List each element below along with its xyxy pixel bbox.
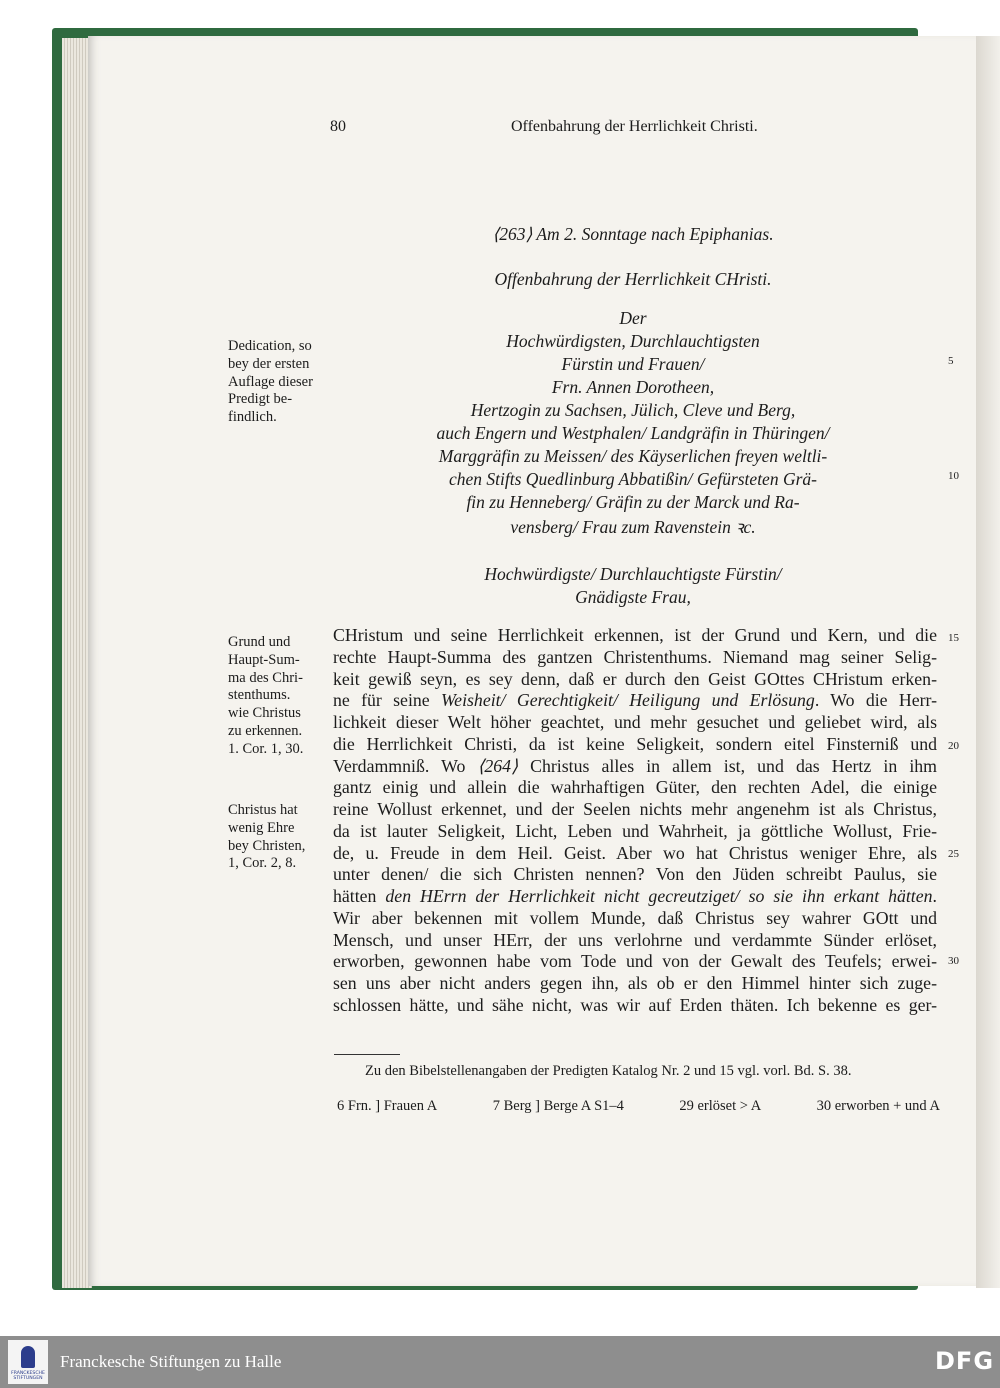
margin-note-line: 1, Cor. 2, 8. — [228, 855, 297, 872]
margin-note-line: 1. Cor. 1, 30. — [228, 740, 304, 757]
body-line — [333, 821, 937, 842]
margin-note-line: wie Christus — [228, 705, 301, 722]
emblem-icon — [21, 1346, 35, 1368]
italic-run: den HErrn der Herrlichkeit nicht gecreutziget/ so sie ihn erkant hätten — [385, 886, 933, 906]
dfg-logo[interactable]: DFG — [935, 1347, 995, 1375]
body-line — [333, 973, 937, 994]
text-run: . — [932, 886, 937, 906]
dedication-line: fin zu Henneberg/ Gräfin zu der Marck und Ra- — [466, 492, 800, 512]
body-line — [333, 843, 937, 864]
body-line — [333, 777, 937, 798]
institution-logo[interactable] — [8, 1340, 48, 1384]
text-run: ne für seine — [333, 690, 441, 711]
text-run: . Wo die Herr- — [814, 690, 938, 711]
text-run: de, u. Freude in dem Heil. Geist. Aber wo hat Christus weniger Ehre, als — [333, 842, 937, 863]
body-line — [333, 799, 937, 820]
body-line — [333, 734, 937, 755]
margin-note-line: Grund und — [228, 634, 291, 650]
page-right-edge — [976, 36, 1000, 1288]
margin-note-dedication — [228, 338, 313, 427]
dedication-line: Hochwürdigsten, Durchlauchtigsten — [506, 331, 760, 351]
text-run: sen uns aber nicht anders gegen ihn, als ob er den Himmel hinter sich zuge- — [333, 973, 937, 993]
text-run: keit gewiß seyn, es sey denn, daß er durch den Geist GOttes CHristum erken- — [333, 668, 937, 689]
variant-entry: 29 erlöset > A — [679, 1098, 762, 1114]
sermon-subtitle: Offenbahrung der Herrlichkeit CHristi. — [494, 269, 772, 289]
page-number: 80 — [330, 118, 346, 135]
body-line — [333, 756, 937, 777]
margin-note-line: findlich. — [228, 409, 277, 426]
margin-note-line: Christus hat — [228, 802, 298, 818]
margin-note-grund — [228, 634, 303, 759]
variant-apparatus — [337, 1098, 940, 1115]
line-number: 5 — [948, 355, 954, 367]
institution-name[interactable]: Franckesche Stiftungen zu Halle — [60, 1352, 282, 1371]
sermon-title: ⟨263⟩ Am 2. Sonntage nach Epiphanias. — [492, 224, 774, 244]
text-run: Mensch, und unser HErr, der uns verlohrne und verdammte Sünder erlöset, — [333, 929, 937, 950]
dedication-line: Fürstin und Frauen/ — [561, 354, 705, 374]
margin-note-line: bey der ersten — [228, 355, 310, 372]
dedication-line: auch Engern und Westphalen/ Landgräfin in Thüringen/ — [436, 423, 830, 443]
text-run: schlossen hätte, und sähe nicht, was wir auf Erden thäten. Ich bekenne es ger- — [333, 994, 937, 1015]
margin-note-line: zu erkennen. — [228, 722, 303, 739]
margin-note-christus — [228, 802, 305, 873]
text-run: Verdammniß. Wo — [333, 755, 478, 776]
line-number: 25 — [948, 848, 959, 860]
logo-caption: FRANCKESCHE STIFTUNGEN — [11, 1371, 45, 1381]
text-run: rechte Haupt-Summa des gantzen Christenthums. Niemand mag seiner Selig- — [333, 646, 937, 667]
body-line — [333, 995, 937, 1016]
body-line — [333, 625, 937, 646]
text-run: hätten — [333, 886, 386, 906]
line-number: 15 — [948, 632, 959, 644]
text-run: unter denen/ die sich Christen nennen? Von den Jüden schreibt Paulus, sie — [333, 864, 937, 885]
margin-note-line: Predigt be- — [228, 391, 293, 408]
salutation-line: Hochwürdigste/ Durchlauchtigste Fürstin/ — [484, 564, 782, 584]
body-line — [333, 669, 937, 690]
variant-entry: 7 Berg ] Berge A S1–4 — [492, 1098, 624, 1114]
dedication-line: Frn. Annen Dorotheen, — [551, 377, 715, 397]
body-line — [333, 908, 937, 929]
margin-note-line: wenig Ehre — [228, 819, 295, 836]
dedication-line: chen Stifts Quedlinburg Abbatißin/ Gefürsteten Grä- — [449, 469, 817, 489]
italic-run: ⟨264⟩ — [477, 755, 519, 776]
dedication-line: Der — [619, 308, 647, 328]
margin-note-line: ma des Chri- — [228, 669, 303, 686]
text-run: Christus alles in allem ist, und das Hertz in ihm — [518, 755, 937, 776]
line-number: 20 — [948, 740, 959, 752]
text-run: lichkeit dieser Welt höher geachtet, und mehr gesuchet und geliebet wird, als — [333, 712, 937, 732]
running-title: Offenbahrung der Herrlichkeit Christi. — [511, 118, 758, 135]
text-run: Wir aber bekennen mit vollem Munde, daß Christus sey wahrer GOtt und — [333, 907, 937, 928]
line-number: 30 — [948, 955, 959, 967]
body-line — [333, 712, 937, 733]
margin-note-line: Dedication, so — [228, 338, 312, 354]
italic-run: Weisheit/ Gerechtigkeit/ Heiligung und Erlösung — [441, 690, 815, 711]
line-number: 10 — [948, 470, 959, 482]
salutation-line: Gnädigste Frau, — [575, 587, 691, 607]
body-line — [333, 886, 937, 907]
dedication-line: Marggräfin zu Meissen/ des Käyserlichen freyen weltli- — [438, 446, 828, 466]
body-line — [333, 690, 937, 711]
margin-note-line: bey Christen, — [228, 837, 306, 854]
dedication-line: Hertzogin zu Sachsen, Jülich, Cleve und Berg, — [470, 400, 796, 420]
text-run: erworben, gewonnen habe vom Tode und von der Gewalt des Teufels; erwei- — [333, 951, 937, 972]
text-run: gantz einig und allein die wahrhaftigen Güter, den rechten Adel, die einige — [333, 777, 937, 798]
body-line — [333, 930, 937, 951]
text-run: die Herrlichkeit Christi, da ist keine Seligkeit, sondern eitel Finsterniß und — [333, 733, 937, 754]
margin-note-line: Haupt-Sum- — [228, 651, 300, 668]
footnote-rule — [334, 1054, 400, 1055]
footnote: Zu den Bibelstellenangaben der Predigten Katalog Nr. 2 und 15 vgl. vorl. Bd. S. 38. — [365, 1063, 852, 1079]
margin-note-line: Auflage dieser — [228, 373, 313, 390]
variant-entry: 30 erworben + und A — [816, 1098, 940, 1114]
body-line — [333, 951, 937, 972]
text-run: da ist lauter Seligkeit, Licht, Leben und Wahrheit, ja göttliche Wollust, Frie- — [333, 820, 937, 841]
margin-note-line: stenthums. — [228, 687, 291, 704]
text-run: reine Wollust erkennet, und der Seelen nichts mehr angenehm ist als Christus, — [333, 799, 937, 819]
body-line — [333, 864, 937, 885]
variant-entry: 6 Frn. ] Frauen A — [337, 1098, 438, 1114]
dedication-line: vensberg/ Frau zum Ravenstein ꝛc. — [510, 517, 756, 537]
text-run: CHristum und seine Herrlichkeit erkennen, ist der Grund und Kern, und die — [333, 625, 937, 645]
body-line — [333, 647, 937, 668]
